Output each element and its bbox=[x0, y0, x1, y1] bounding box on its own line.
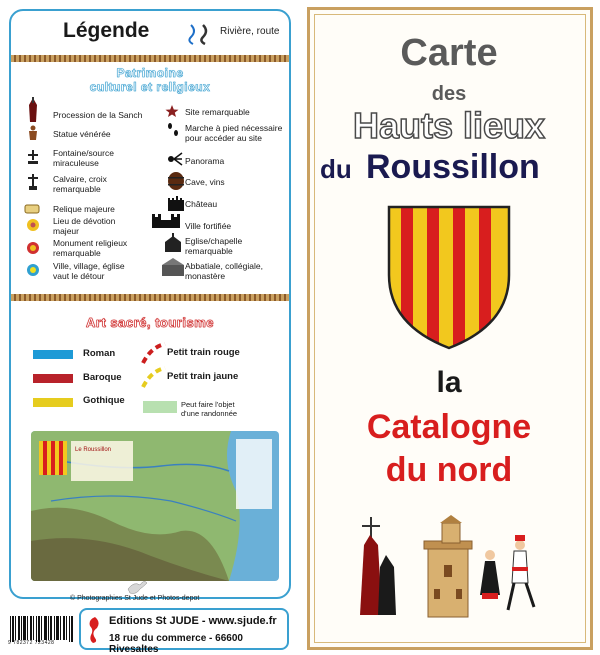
left-item-0: Procession de la Sanch bbox=[53, 110, 143, 120]
yellow-train-line-icon bbox=[141, 365, 167, 389]
statue-icon bbox=[25, 125, 41, 141]
fountain-icon bbox=[25, 149, 41, 165]
barcode-number: 9 782372 723428 bbox=[8, 640, 55, 646]
right-item-3: Cave, vins bbox=[185, 177, 225, 187]
map-caption: Le Roussillon bbox=[75, 447, 112, 453]
cover-panel bbox=[307, 7, 593, 650]
right-item-1: Marche à pied nécessaire pour accéder au site bbox=[185, 123, 283, 143]
right-item-2: Panorama bbox=[185, 156, 225, 166]
devotion-icon bbox=[25, 217, 41, 233]
map-thumbnail bbox=[31, 431, 279, 581]
legend-panel bbox=[9, 9, 291, 599]
title-catalogne: Catalogne bbox=[366, 408, 532, 446]
heritage-heading-2: culturel et religieux bbox=[89, 80, 211, 94]
title-la: la bbox=[436, 366, 462, 399]
publisher-line-1: Editions St JUDE - www.sjude.fr bbox=[109, 615, 277, 627]
right-item-7: Abbatiale, collégiale, monastère bbox=[185, 261, 263, 281]
village-icon bbox=[25, 262, 41, 278]
title-carte: Carte bbox=[400, 32, 498, 74]
publisher-line-2: 18 rue du commerce - 66600 Rivesaltes bbox=[109, 633, 243, 655]
right-item-0: Site remarquable bbox=[185, 107, 250, 117]
left-item-2: Fontaine/source miraculeuse bbox=[53, 148, 114, 168]
title-du-nord: du nord bbox=[385, 451, 513, 489]
left-item-7: Ville, village, église vaut le détour bbox=[53, 261, 125, 281]
right-item-5: Ville fortifiée bbox=[185, 221, 232, 231]
procession-icon bbox=[23, 97, 43, 123]
style-label-gothic: Gothique bbox=[83, 395, 125, 406]
left-item-4: Relique majeure bbox=[53, 204, 115, 214]
monument-icon bbox=[25, 240, 41, 256]
left-item-6: Monument religieux remarquable bbox=[53, 238, 128, 258]
red-train-line-icon bbox=[141, 341, 167, 365]
fortified-town-icon bbox=[151, 211, 181, 229]
church-icon bbox=[163, 233, 183, 253]
title-des: des bbox=[431, 83, 467, 105]
catalan-shield-icon bbox=[387, 205, 511, 350]
barrel-icon bbox=[167, 171, 185, 191]
title-hauts-lieux: Hauts lieux bbox=[352, 105, 546, 146]
left-item-5: Lieu de dévotion majeur bbox=[53, 216, 116, 236]
star-icon bbox=[165, 104, 179, 118]
panorama-icon bbox=[167, 151, 183, 167]
footpath-icon bbox=[165, 122, 181, 138]
style-label-baroque: Baroque bbox=[83, 372, 122, 383]
photo-credits: © Photographies St Jude et Photos-depot bbox=[70, 595, 200, 602]
art-heading: Art sacré, tourisme bbox=[86, 315, 214, 330]
swatch-hike bbox=[143, 401, 177, 413]
right-item-4: Château bbox=[185, 199, 218, 209]
style-label-roman: Roman bbox=[83, 348, 116, 359]
train-label-red: Petit train rouge bbox=[167, 347, 240, 358]
swatch-baroque bbox=[33, 374, 73, 383]
swatch-gothic bbox=[33, 398, 73, 407]
left-item-3: Calvaire, croix remarquable bbox=[53, 174, 107, 194]
legend-title: Légende bbox=[63, 19, 150, 42]
decorative-band bbox=[11, 55, 289, 62]
relic-icon bbox=[24, 201, 40, 217]
procession-and-dancers-illustration bbox=[330, 515, 570, 625]
right-item-6: Eglise/chapelle remarquable bbox=[185, 236, 243, 256]
river-road-label: Rivière, route bbox=[220, 26, 280, 37]
calvary-icon bbox=[25, 174, 41, 190]
castle-icon bbox=[167, 194, 185, 212]
publisher-box bbox=[79, 608, 289, 655]
train-label-yellow: Petit train jaune bbox=[167, 371, 239, 382]
decorative-band bbox=[11, 294, 289, 301]
hike-label: Peut faire l'objet d'une randonnée bbox=[181, 400, 238, 418]
abbey-icon bbox=[161, 257, 185, 277]
title-roussillon: Roussillon bbox=[366, 148, 540, 186]
river-road-icon bbox=[187, 23, 217, 45]
publisher-logo-icon bbox=[87, 616, 103, 644]
title-du: du bbox=[320, 154, 352, 184]
heritage-heading-1: Patrimoine bbox=[116, 66, 184, 80]
left-item-1: Statue vénérée bbox=[53, 129, 111, 139]
swatch-roman bbox=[33, 350, 73, 359]
